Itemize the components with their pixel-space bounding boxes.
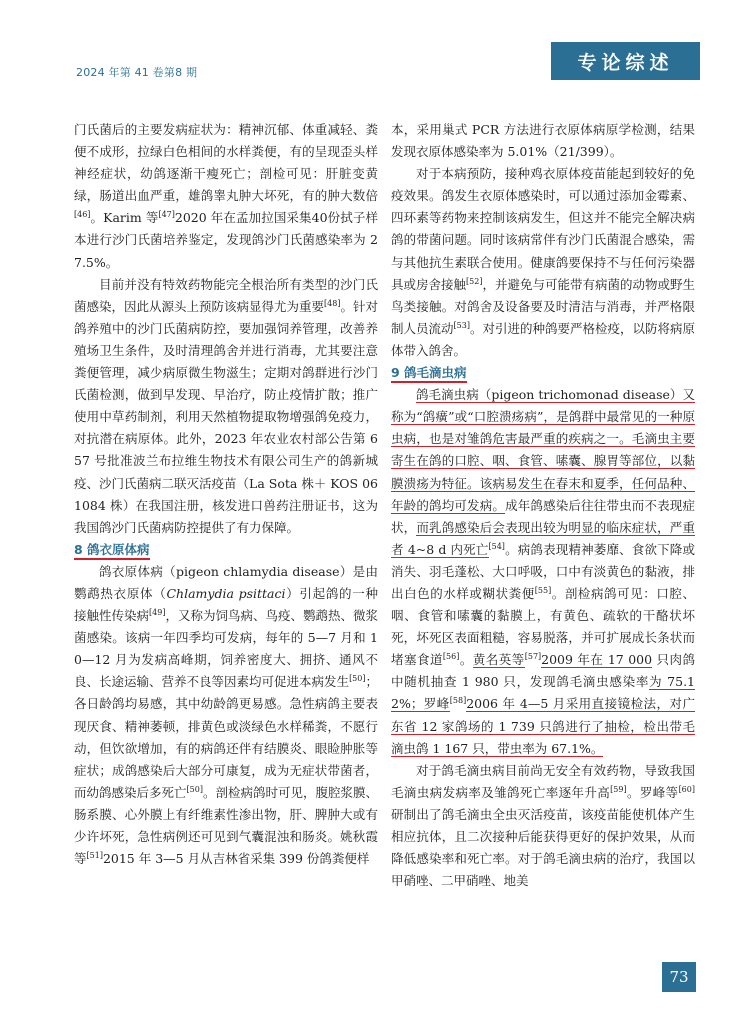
citation: [53] (453, 320, 470, 330)
paragraph: 本，采用巢式 PCR 方法进行衣原体病原学检测，结果发现衣原体感染率为 5.01%（21/399）。 (391, 122, 695, 160)
left-column (74, 119, 378, 870)
page-number: 73 (662, 962, 696, 992)
citation: [55] (534, 585, 552, 595)
paragraph: 鸽衣原体病（pigeon chlamydia disease）是由鹦鹉热衣原体（Chlamydia psittaci）引起鸽的一种接触性传染病[49]，又称为饲鸟病、鸟疫、鹦鹉热、微浆菌感染。该病一年四季均可发病，每年的 5—7 月和 10—12 月为发病高峰期，饲养密度大、拥挤、通风不良、长途运输、营养不良等因素均可促进本病发生[50]；各日龄鸽均易感，其中幼龄鸽更易感。急性病鸽主要表现厌食、精神萎顿，排黄色或淡绿色水样稀粪，不愿行动，但饮欲增加，有的病鸽还伴有结膜炎、眼睑肿胀等症状；成鸽感染后大部分可康复，成为无症状带菌者，而幼鸽感染后多死亡[50]。剖检病鸽时可见，腹腔浆膜、肠系膜、心外膜上有纤维素性渗出物，肝、脾肿大或有少许坏死，急性病例还可见到气囊混浊和肠炎。姚秋霞等[51]2015 年 3—5 月从吉林省采集 399 份鸽粪便样 (74, 563, 378, 867)
citation: [50] (349, 674, 366, 684)
citation: [56] (442, 652, 460, 662)
section-heading-8: 8 鸽衣原体病 (74, 539, 378, 561)
citation: [60] (678, 784, 695, 794)
journal-issue: 2024 年第 41 卷第8 期 (76, 66, 198, 79)
paragraph: 对于本病预防，接种鸡衣原体疫苗能起到较好的免疫效果。鸽发生衣原体感染时，可以通过添加金霉素、四环素等药物来控制该病发生，但这并不能完全解决病鸽的带菌问题。同时该病常伴有沙门氏菌混合感染，需与其他抗生素联合使用。健康鸽要保持不与任何污染器具或房舍接触[52]，并避免与可能带有病菌的动物或野生鸟类接触。对鸽舍及设备要及时清洁与消毒，并严格限制人员流动[53]。对引进的种鸽要严格检疫，以防将病原体带入鸽舍。 (391, 166, 695, 358)
citation: [57] (524, 652, 542, 662)
citation: [47] (158, 210, 175, 220)
paragraph: 鸽毛滴虫病（pigeon trichomonad disease）又称为“鸽癀”或“口腔溃疡病”，是鸽群中最常见的一种原虫病，也是对雏鸽危害最严重的疾病之一。毛滴虫主要寄生在鸽的口腔、咽、食管、嗉囊、腺胃等部位，以黏膜溃疡为特征。该病易发生在春末和夏季，任何品种、年龄的鸽均可发病。成年鸽感染后往往带虫而不表现症状，而乳鸽感染后会表现出较为明显的临床症状，严重者 4~8 d 内死亡[54]。病鸽表现精神萎靡、食欲下降或消失、羽毛蓬松、大口呼吸，口中有淡黄色的黏液，排出白色的水样或糊状粪便[55]。剖检病鸽可见：口腔、咽、食管和嗉囊的黏膜上，有黄色、疏软的干酪状坏死，坏死区表面粗糙，容易脱落，并可扩展成长条状而堵塞食道[56]。黄名英等[57]2009 年在 17 000 只肉鸽中随机抽查 1 980 只，发现鸽毛滴虫感染率为 75.12%；罗峰[58]2006 年 4—5 月采用直接镜检法，对广东省 12 家鸽场的 1 739 只鸽进行了抽检，检出带毛滴虫鸽 1 167 只，带虫率为 67.1%。 (391, 387, 695, 756)
paragraph: 门氏菌后的主要发病症状为：精神沉郁、体重减轻、粪便不成形，拉绿白色相间的水样粪便，有的呈现歪头样神经症状，幼鸽逐渐干瘦死亡；剖检可见：肝脏变黄绿，肠道出血严重，雄鸽睾丸肿大坏死，有的肿大数倍[46]。Karim 等[47]2020 年在孟加拉国采集40份拭子样本进行沙门氏菌培养鉴定，发现鸽沙门氏菌感染率为 27.5%。 (74, 122, 378, 270)
citation: [54] (488, 541, 505, 551)
citation: [51] (86, 850, 103, 860)
paragraph: 对于鸽毛滴虫病目前尚无安全有效药物，导致我国毛滴虫病发病率及雏鸽死亡率逐年升高[59]。罗峰等[60]研制出了鸽毛滴虫全虫灭活疫苗，该疫苗能使机体产生相应抗体，且二次接种后能获得更好的保护效果，从而降低感染率和死亡率。对于鸽毛滴虫病的治疗，我国以甲硝唑、二甲硝唑、地美 (391, 762, 695, 889)
citation: [58] (449, 696, 467, 706)
section-heading-9: 9 鸽毛滴虫病 (391, 362, 695, 384)
column-badge: 专论综述 (551, 42, 700, 80)
paragraph: 目前并没有特效药物能完全根治所有类型的沙门氏菌感染，因此从源头上预防该病显得尤为重要[48]。针对鸽养殖中的沙门氏菌病防控，要加强饲养管理，改善养殖场卫生条件，及时清理鸽舍并进行消毒，尤其要注意粪便管理，减少病原微生物滋生；定期对鸽群进行沙门氏菌检测，做到早发现、早治疗，防止疫情扩散；推广使用中草药制剂，利用天然植物提取物增强鸽免疫力，对抗潜在病原体。此外，2023 年农业农村部公告第 657 号批准波兰布拉维生物技术有限公司生产的鸽新城疫、沙门氏菌病二联灭活疫苗（La Sota 株＋ KOS 061084 株）在我国注册，核发进口兽药注册证书，这为我国鸽沙门氏菌病防控提供了有力保障。 (74, 276, 378, 535)
citation: [59] (610, 784, 627, 794)
citation: [49] (149, 607, 166, 617)
right-column (391, 119, 695, 892)
citation: [48] (324, 298, 341, 308)
citation: [50] (186, 784, 203, 794)
citation: [52] (466, 276, 483, 286)
citation: [46] (74, 210, 91, 220)
